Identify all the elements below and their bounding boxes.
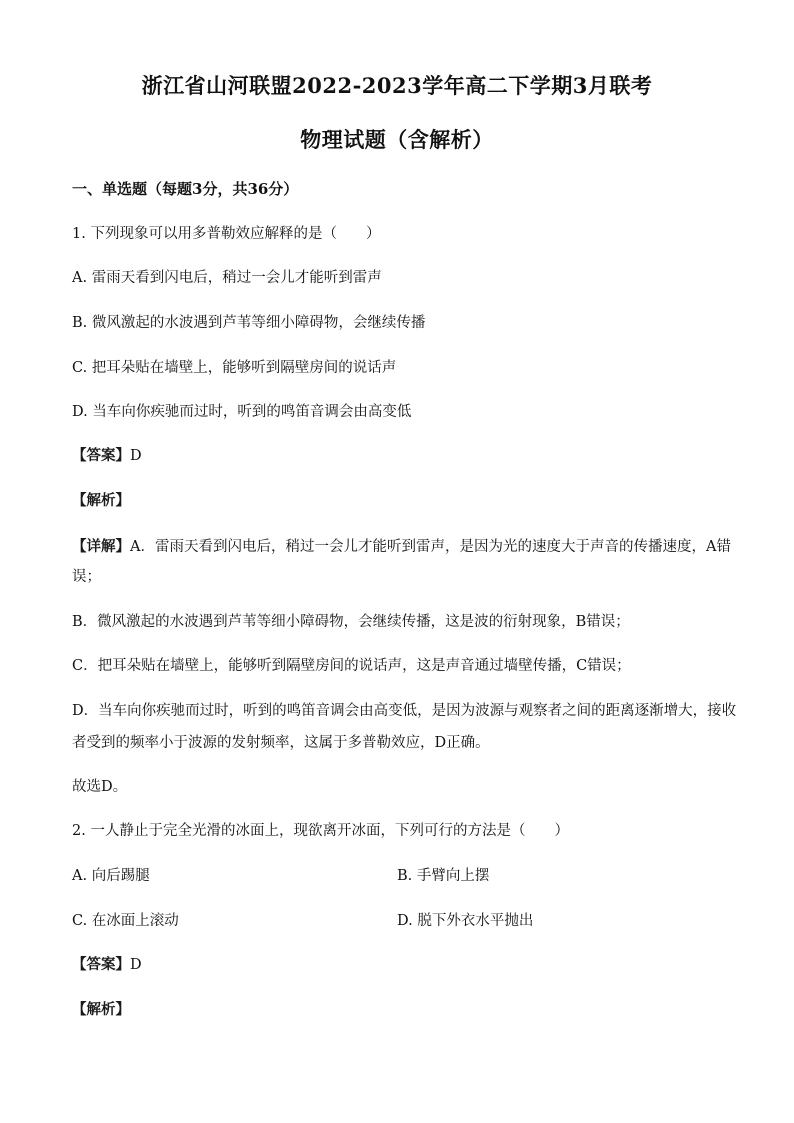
q1-answer-tag: 【答案】	[72, 447, 130, 464]
q2-option-b: B. 手臂向上摆	[397, 868, 490, 884]
q1-answer-value: D	[130, 448, 142, 464]
q2-answer-row	[72, 953, 732, 974]
q1-detail-tag: 【详解】	[72, 538, 130, 555]
section-heading: 一、单选题（每题3分，共36分）	[72, 180, 299, 198]
q2-option-a: A. 向后踢腿	[72, 868, 150, 884]
q1-option-a: A. 雷雨天看到闪电后，稍过一会儿才能听到雷声	[72, 270, 382, 286]
q1-detail-d: D．当车向你疾驰而过时，听到的鸣笛音调会由高变低，是因为波源与观察者之间的距离逐渐增大，接收	[72, 703, 737, 719]
q1-detail-a-cont: 误；	[72, 569, 101, 585]
q2-stem: 2. 一人静止于完全光滑的冰面上，现欲离开冰面，下列可行的方法是（ ）	[72, 823, 569, 839]
q2-analysis-tag: 【解析】	[72, 1001, 130, 1018]
q1-analysis-tag: 【解析】	[72, 492, 130, 509]
q1-detail-a-text: A．雷雨天看到闪电后，稍过一会儿才能听到雷声，是因为光的速度大于声音的传播速度，A错	[130, 539, 731, 555]
q1-stem: 1. 下列现象可以用多普勒效应解释的是（ ）	[72, 226, 381, 242]
document-subtitle: 物理试题（含解析）	[300, 127, 494, 152]
q2-option-d: D. 脱下外衣水平抛出	[397, 913, 534, 929]
q2-answer-tag: 【答案】	[72, 956, 130, 973]
q2-analysis-row	[72, 998, 732, 1019]
q1-option-c: C. 把耳朵贴在墙壁上，能够听到隔壁房间的说话声	[72, 360, 397, 376]
q1-answer-row	[72, 444, 732, 465]
q1-option-d: D. 当车向你疾驰而过时，听到的鸣笛音调会由高变低	[72, 404, 412, 420]
q2-option-c: C. 在冰面上滚动	[72, 913, 179, 929]
q1-conclusion: 故选D。	[72, 779, 128, 795]
q1-detail-a	[72, 535, 732, 556]
document-title: 浙江省山河联盟2022-2023学年高二下学期3月联考	[141, 73, 653, 98]
q1-option-b: B. 微风激起的水波遇到芦苇等细小障碍物，会继续传播	[72, 315, 426, 331]
q1-detail-d-cont: 者受到的频率小于波源的发射频率，这属于多普勒效应，D正确。	[72, 735, 490, 751]
q1-analysis-row	[72, 489, 732, 510]
q1-detail-b: B．微风激起的水波遇到芦苇等细小障碍物，会继续传播，这是波的衍射现象，B错误；	[72, 614, 630, 630]
q1-detail-c: C．把耳朵贴在墙壁上，能够听到隔壁房间的说话声，这是声音通过墙壁传播，C错误；	[72, 658, 631, 674]
q2-answer-value: D	[130, 957, 142, 973]
